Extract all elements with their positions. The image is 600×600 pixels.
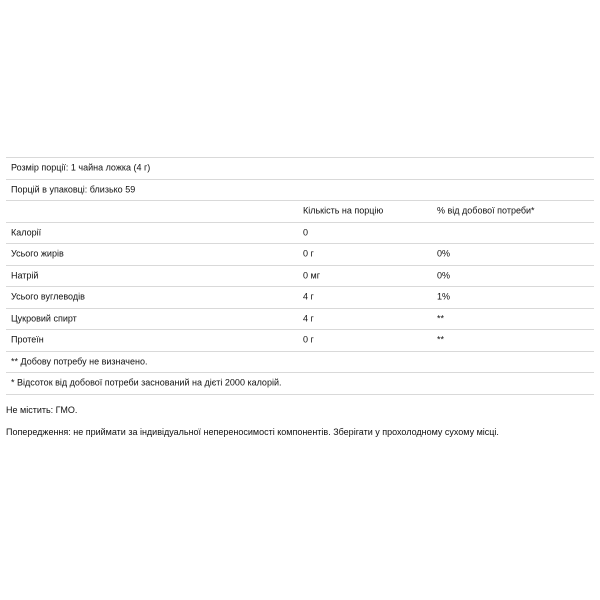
nutrient-amount: 4 г [303,291,314,302]
nutrient-name: Калорії [11,227,42,238]
table-header-row [6,201,594,223]
table-row [6,266,594,288]
servings-per-container-text: Порцій в упаковці: близько 59 [11,184,136,195]
footnote-not-established: ** Добову потребу не визначено. [11,356,148,367]
nutrient-name: Протеїн [11,334,44,345]
serving-size-row [6,158,594,180]
column-header-amount: Кількість на порцію [303,205,384,216]
nutrient-daily-value: ** [437,334,445,345]
footnote-daily-value-basis: * Відсоток від добової потреби заснований на дієті 2000 калорій. [11,377,282,388]
nutrient-amount: 0 [303,227,309,238]
table-row [6,244,594,266]
nutrient-daily-value: 1% [437,291,451,302]
servings-per-container-row [6,180,594,202]
nutrient-daily-value: 0% [437,270,451,281]
nutrition-facts-table [6,157,594,395]
nutrient-amount: 0 мг [303,270,320,281]
table-row [6,287,594,309]
nutrient-name: Цукровий спирт [11,313,77,324]
table-row [6,309,594,331]
footnote-not-established-row [6,352,594,374]
nutrient-name: Усього вуглеводів [11,291,85,302]
nutrient-amount: 0 г [303,248,314,259]
table-row [6,330,594,352]
footnote-daily-value-row [6,373,594,395]
warning-note: Попередження: не приймати за індивідуальної непереносимості компонентів. Зберігати у прохолодному сухому місці. [6,427,499,437]
table-row [6,223,594,245]
serving-size-text: Розмір порції: 1 чайна ложка (4 г) [11,162,151,173]
nutrient-name: Натрій [11,270,39,281]
nutrient-amount: 0 г [303,334,314,345]
nutrient-name: Усього жирів [11,248,64,259]
contains-not-note: Не містить: ГМО. [6,405,78,415]
nutrient-daily-value: ** [437,313,445,324]
nutrient-amount: 4 г [303,313,314,324]
column-header-daily-value: % від добової потреби* [437,205,535,216]
nutrient-daily-value: 0% [437,248,451,259]
